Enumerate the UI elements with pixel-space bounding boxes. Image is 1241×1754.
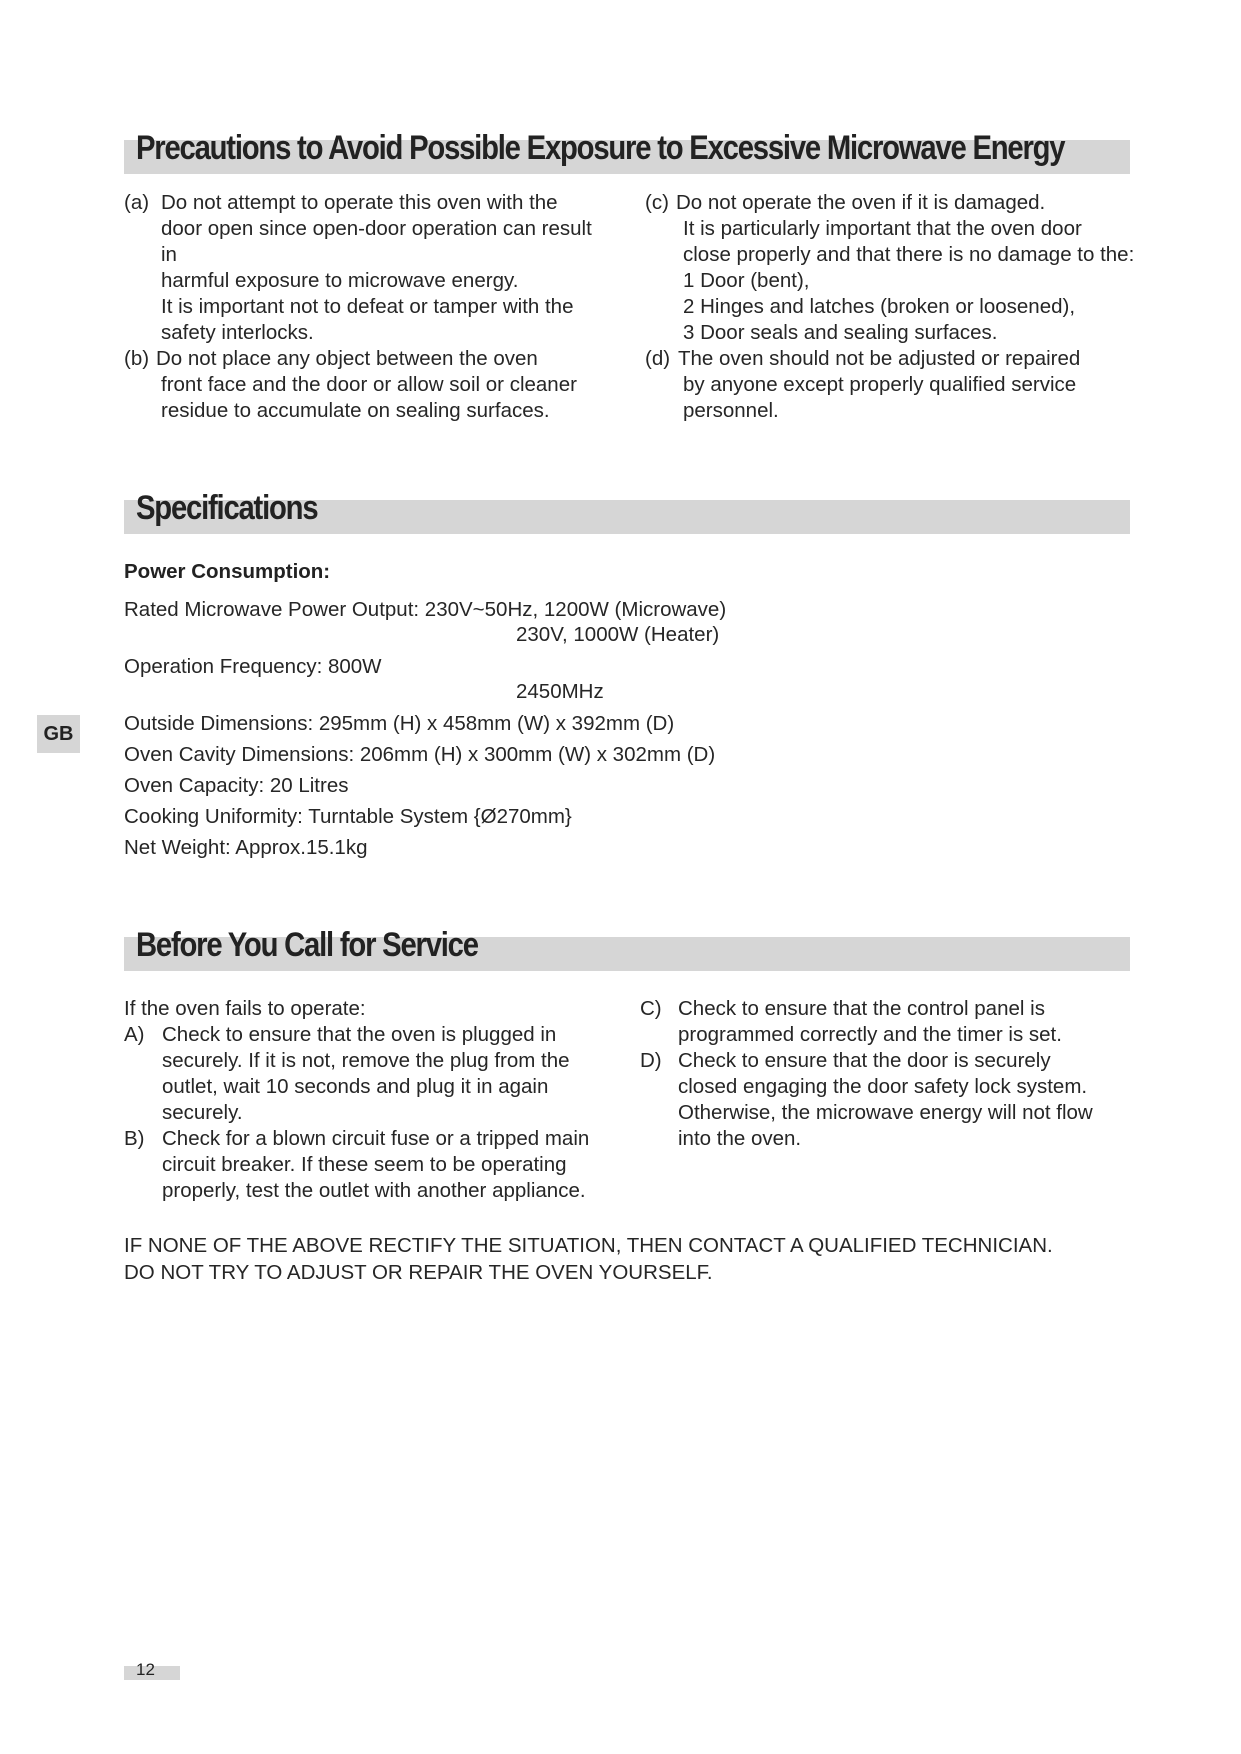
precaution-line: safety interlocks. (161, 321, 314, 344)
service-left-column (124, 996, 644, 1204)
precaution-line: in (161, 243, 177, 266)
precaution-item-b (124, 346, 624, 424)
page-number: 12 (136, 1660, 155, 1679)
precaution-line: residue to accumulate on sealing surfaces. (161, 399, 550, 422)
cooking-uniformity: Cooking Uniformity: Turntable System {Ø270mm} (124, 805, 572, 828)
service-line: circuit breaker. If these seem to be operating (162, 1153, 567, 1176)
service-line: Check to ensure that the door is securely (678, 1049, 1051, 1072)
service-warning-line-2: DO NOT TRY TO ADJUST OR REPAIR THE OVEN YOURSELF. (124, 1261, 713, 1284)
precaution-line: 1 Door (bent), (683, 269, 810, 292)
precaution-line: Do not operate the oven if it is damaged. (676, 191, 1046, 214)
service-line: closed engaging the door safety lock system. (678, 1075, 1088, 1098)
precaution-marker-a: (a) (124, 191, 150, 214)
service-item-a (124, 1022, 644, 1126)
net-weight: Net Weight: Approx.15.1kg (124, 836, 368, 859)
service-marker-c: C) (640, 997, 662, 1020)
operation-frequency-cont: 2450MHz (516, 680, 604, 703)
service-line: outlet, wait 10 seconds and plug it in again (162, 1075, 549, 1098)
precaution-item-d (645, 346, 1145, 424)
precaution-line: by anyone except properly qualified service (683, 373, 1077, 396)
service-warning-line-1: IF NONE OF THE ABOVE RECTIFY THE SITUATION, THEN CONTACT A QUALIFIED TECHNICIAN. (124, 1234, 1053, 1257)
precaution-line: 3 Door seals and sealing surfaces. (683, 321, 998, 344)
service-intro: If the oven fails to operate: (124, 997, 366, 1020)
oven-capacity: Oven Capacity: 20 Litres (124, 774, 349, 797)
service-warning (124, 1232, 1053, 1286)
service-line: Check to ensure that the control panel is (678, 997, 1045, 1020)
precaution-marker-c: (c) (645, 191, 669, 214)
precaution-line: It is particularly important that the oven door (683, 217, 1082, 240)
precaution-line: door open since open-door operation can result (161, 217, 592, 240)
specifications-heading: Specifications (136, 489, 318, 527)
service-marker-d: D) (640, 1049, 662, 1072)
precaution-line: 2 Hinges and latches (broken or loosened), (683, 295, 1076, 318)
outside-dimensions: Outside Dimensions: 295mm (H) x 458mm (W) x 392mm (D) (124, 712, 675, 735)
operation-frequency: Operation Frequency: 800W (124, 655, 382, 678)
precautions-left-column (124, 190, 624, 424)
service-line: securely. (162, 1101, 243, 1124)
service-heading: Before You Call for Service (136, 926, 478, 964)
rated-output-cont: 230V, 1000W (Heater) (516, 623, 720, 646)
service-line: programmed correctly and the timer is set. (678, 1023, 1062, 1046)
service-line: securely. If it is not, remove the plug from the (162, 1049, 570, 1072)
precaution-line: Do not attempt to operate this oven with the (161, 191, 558, 214)
rated-output: Rated Microwave Power Output: 230V~50Hz, 1200W (Microwave) (124, 598, 727, 621)
language-tab: GB (37, 715, 80, 753)
service-line: into the oven. (678, 1127, 802, 1150)
service-line: Check for a blown circuit fuse or a tripped main (162, 1127, 590, 1150)
service-item-d (640, 1048, 1140, 1152)
precaution-line: personnel. (683, 399, 779, 422)
precaution-item-a (124, 190, 624, 346)
service-marker-a: A) (124, 1023, 145, 1046)
service-line: Check to ensure that the oven is plugged in (162, 1023, 557, 1046)
precautions-right-column (645, 190, 1145, 424)
precaution-marker-b: (b) (124, 347, 150, 370)
service-item-b (124, 1126, 644, 1204)
precaution-item-c (645, 190, 1145, 346)
precautions-heading: Precautions to Avoid Possible Exposure to Excessive Microwave Energy (136, 129, 1065, 167)
precaution-line: harmful exposure to microwave energy. (161, 269, 519, 292)
service-item-c (640, 996, 1140, 1048)
cavity-dimensions: Oven Cavity Dimensions: 206mm (H) x 300mm (W) x 302mm (D) (124, 743, 716, 766)
power-consumption-title: Power Consumption: (124, 560, 331, 583)
service-marker-b: B) (124, 1127, 145, 1150)
precaution-line: close properly and that there is no damage to the: (683, 243, 1135, 266)
precaution-line: It is important not to defeat or tamper with the (161, 295, 574, 318)
service-line: properly, test the outlet with another appliance. (162, 1179, 586, 1202)
precaution-line: front face and the door or allow soil or cleaner (161, 373, 577, 396)
precaution-line: Do not place any object between the oven (156, 347, 538, 370)
service-right-column (640, 996, 1140, 1152)
precaution-marker-d: (d) (645, 347, 671, 370)
service-line: Otherwise, the microwave energy will not flow (678, 1101, 1093, 1124)
precaution-line: The oven should not be adjusted or repaired (678, 347, 1081, 370)
